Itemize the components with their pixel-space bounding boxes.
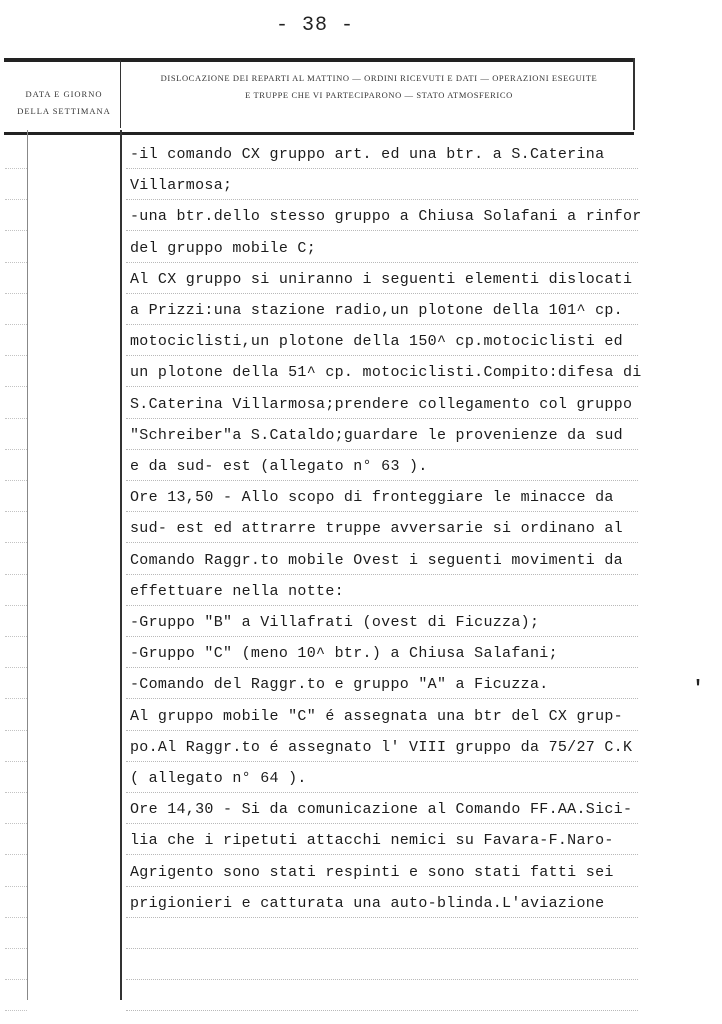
text-line: Al CX gruppo si uniranno i seguenti elementi dislocati	[130, 270, 633, 288]
ruled-line	[126, 886, 638, 887]
ruled-line	[5, 168, 27, 169]
ruled-line	[5, 761, 27, 762]
col-main-header	[128, 70, 630, 104]
ruled-line	[5, 230, 27, 231]
ruled-line	[126, 823, 638, 824]
ruled-line	[126, 262, 638, 263]
text-line: a Prizzi:una stazione radio,un plotone della 101^ cp.	[130, 302, 623, 319]
margin-mark: '	[692, 678, 705, 701]
ruled-line	[5, 262, 27, 263]
ruled-line	[126, 199, 638, 200]
text-line: del gruppo mobile C;	[130, 239, 317, 257]
ruled-line	[5, 636, 27, 637]
text-line: "Schreiber"a S.Cataldo;guardare le provenienze da sud	[130, 426, 623, 444]
ruled-line	[126, 574, 638, 575]
text-line: prigionieri e catturata una auto-blinda.L'aviazione	[130, 894, 605, 912]
col-date-header	[8, 86, 120, 120]
ruled-line	[5, 542, 27, 543]
ruled-line	[5, 1010, 27, 1011]
ruled-line	[5, 199, 27, 200]
text-line: un plotone della 51^ cp. motociclisti.Compito:difesa di	[130, 364, 642, 382]
col-main-header-line1: DISLOCAZIONE DEI REPARTI AL MATTINO — ORDINI RICEVUTI E DATI — OPERAZIONI ESEGUITE	[160, 73, 598, 83]
date-column-divider	[27, 130, 28, 1000]
text-line: Villarmosa;	[130, 177, 233, 195]
ruled-line	[5, 792, 27, 793]
ruled-line	[5, 418, 27, 419]
ruled-line	[5, 854, 27, 855]
text-line: Al gruppo mobile "C" é assegnata una btr del CX grup-	[130, 707, 623, 725]
ruled-line	[5, 449, 27, 450]
ruled-line	[5, 979, 27, 980]
header-divider	[120, 60, 121, 128]
text-line: ( allegato n° 64 ).	[130, 770, 307, 787]
text-line: effettuare nella notte:	[130, 582, 344, 600]
ruled-line	[126, 605, 638, 606]
ruled-line	[5, 511, 27, 512]
text-line: -Gruppo "B" a Villafrati (ovest di Ficuzza);	[130, 614, 540, 631]
ruled-line	[5, 730, 27, 731]
text-line: -Comando del Raggr.to e gruppo "A" a Ficuzza.	[130, 676, 549, 694]
text-line: lia che i ripetuti attacchi nemici su Favara-F.Naro-	[130, 832, 614, 850]
ruled-line	[126, 1010, 638, 1011]
page-number: - 38 -	[275, 14, 354, 37]
ruled-line	[5, 667, 27, 668]
col-main-header-line2: E TRUPPE CHE VI PARTECIPARONO — STATO ATMOSFERICO	[245, 90, 513, 100]
ruled-line	[126, 979, 638, 980]
ruled-line	[5, 948, 27, 949]
text-line: Ore 14,30 - Si da comunicazione al Comando FF.AA.Sici-	[130, 801, 633, 819]
ruled-line	[5, 605, 27, 606]
ruled-line	[126, 355, 638, 356]
text-line: -il comando CX gruppo art. ed una btr. a S.Caterina	[130, 146, 605, 163]
ruled-line	[5, 355, 27, 356]
ruled-line	[126, 636, 638, 637]
text-line: e da sud- est (allegato n° 63 ).	[130, 458, 428, 475]
ruled-line	[126, 168, 638, 169]
text-line: sud- est ed attrarre truppe avversarie si ordinano al	[130, 520, 623, 538]
ruled-line	[126, 324, 638, 325]
ruled-line	[126, 667, 638, 668]
text-line: -una btr.dello stesso gruppo a Chiusa Solafani a rinfor	[130, 208, 642, 226]
ruled-line	[5, 574, 27, 575]
text-line: S.Caterina Villarmosa;prendere collegamento col gruppo	[130, 395, 633, 413]
main-column-divider	[120, 130, 122, 1000]
text-line: -Gruppo "C" (meno 10^ btr.) a Chiusa Salafani;	[130, 645, 558, 663]
ruled-line	[5, 823, 27, 824]
ruled-line	[126, 854, 638, 855]
text-line: Ore 13,50 - Allo scopo di fronteggiare le minacce da	[130, 489, 614, 507]
ruled-line	[126, 511, 638, 512]
ruled-line	[126, 761, 638, 762]
ruled-line	[126, 792, 638, 793]
ruled-line	[5, 293, 27, 294]
ruled-line	[126, 230, 638, 231]
ruled-line	[126, 698, 638, 699]
text-line: motociclisti,un plotone della 150^ cp.motociclisti ed	[130, 333, 623, 351]
ruled-line	[5, 886, 27, 887]
ruled-line	[126, 293, 638, 294]
ruled-line	[126, 480, 638, 481]
col-date-header-line1: DATA E GIORNO	[25, 89, 103, 99]
text-line: po.Al Raggr.to é assegnato l' VIII gruppo da 75/27 C.K	[130, 738, 633, 756]
text-line: Agrigento sono stati respinti e sono stati fatti sei	[130, 863, 614, 881]
ruled-line	[5, 480, 27, 481]
ruled-line	[5, 698, 27, 699]
ruled-line	[5, 386, 27, 387]
ruled-line	[126, 449, 638, 450]
text-line: Comando Raggr.to mobile Ovest i seguenti movimenti da	[130, 551, 623, 569]
ruled-line	[126, 418, 638, 419]
ruled-line	[126, 542, 638, 543]
ruled-line	[5, 917, 27, 918]
ruled-line	[126, 730, 638, 731]
col-date-header-line2: DELLA SETTIMANA	[17, 106, 111, 116]
ruled-line	[126, 386, 638, 387]
ruled-line	[126, 917, 638, 918]
header-right-border	[633, 58, 635, 130]
ruled-line	[126, 948, 638, 949]
ruled-line	[5, 324, 27, 325]
